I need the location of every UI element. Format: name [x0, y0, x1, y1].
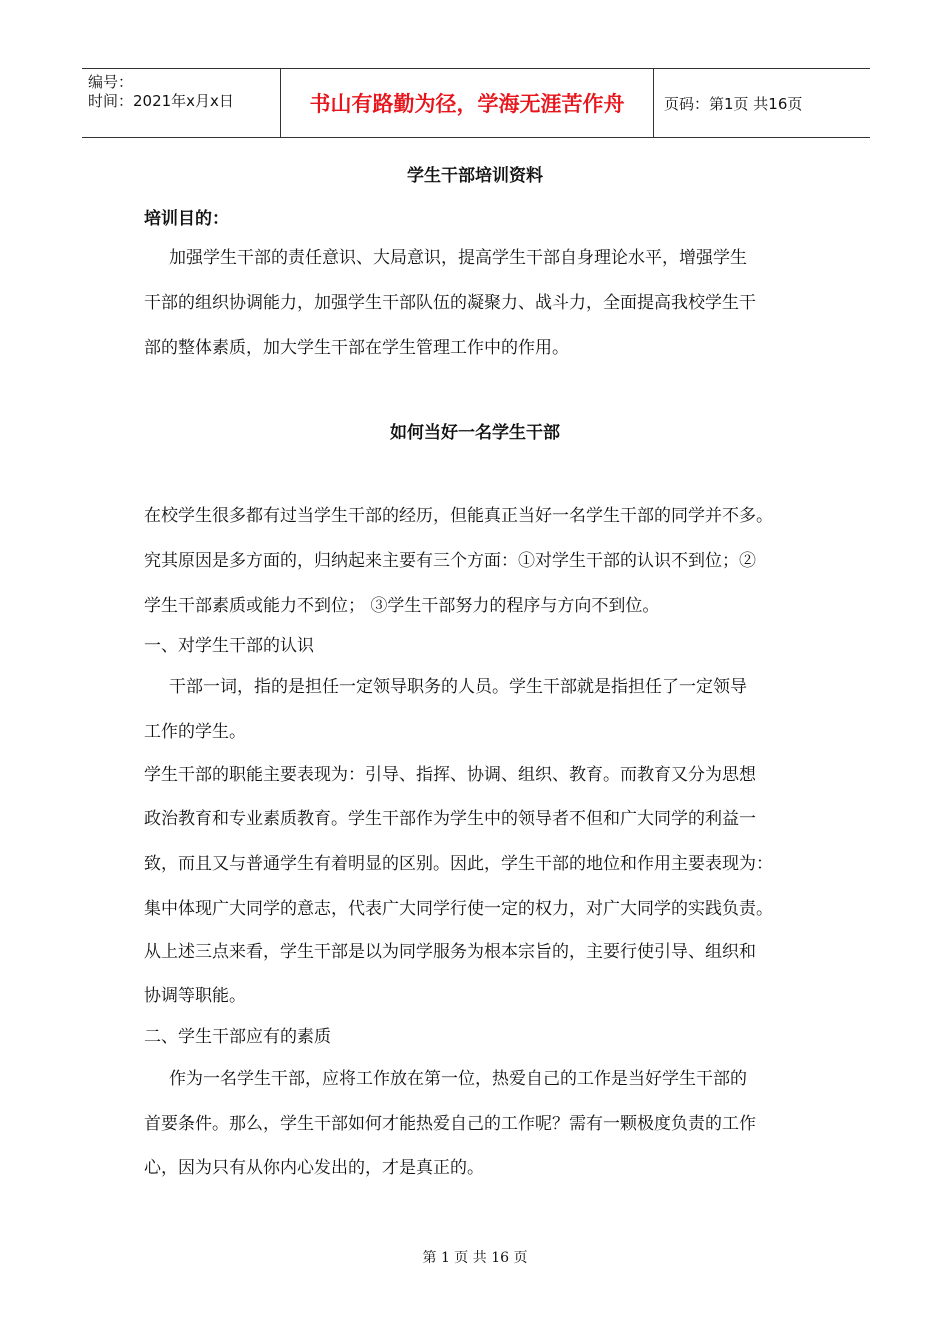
header-slogan: 书山有路勤为径，学海无涯苦作舟: [281, 69, 654, 137]
paragraph-line: 作为一名学生干部，应将工作放在第一位，热爱自己的工作是当好学生干部的: [169, 1069, 747, 1089]
section-heading-1: 一、对学生干部的认识: [144, 636, 314, 656]
paragraph-line: 协调等职能。: [144, 986, 246, 1006]
paragraph-line: 从上述三点来看，学生干部是以为同学服务为根本宗旨的，主要行使引导、组织和: [144, 942, 756, 962]
page-footer: 第 1 页 共 16 页: [422, 1250, 528, 1266]
paragraph-line: 干部一词，指的是担任一定领导职务的人员。学生干部就是指担任了一定领导: [169, 677, 747, 697]
intro-line: 学生干部素质或能力不到位； ③学生干部努力的程序与方向不到位。: [144, 596, 660, 616]
paragraph-line: 集中体现广大同学的意志，代表广大同学行使一定的权力，对广大同学的实践负责。: [144, 899, 773, 919]
purpose-line: 干部的组织协调能力，加强学生干部队伍的凝聚力、战斗力，全面提高我校学生干: [144, 293, 756, 313]
intro-line: 在校学生很多都有过当学生干部的经历，但能真正当好一名学生干部的同学并不多。: [144, 506, 773, 526]
purpose-line: 加强学生干部的责任意识、大局意识，提高学生干部自身理论水平，增强学生: [169, 248, 747, 268]
section-title: 如何当好一名学生干部: [390, 423, 560, 443]
number-label: 编号：: [88, 73, 134, 91]
document-header: [82, 68, 870, 138]
paragraph-line: 政治教育和专业素质教育。学生干部作为学生中的领导者不但和广大同学的利益一: [144, 809, 756, 829]
paragraph-line: 心，因为只有从你内心发出的，才是真正的。: [144, 1158, 484, 1178]
section-heading-2: 二、学生干部应有的素质: [144, 1027, 331, 1047]
header-page-info: 页码：第1页 共16页: [664, 94, 803, 113]
paragraph-line: 首要条件。那么，学生干部如何才能热爱自己的工作呢？需有一颗极度负责的工作: [144, 1114, 756, 1134]
document-title: 学生干部培训资料: [407, 166, 543, 186]
paragraph-line: 学生干部的职能主要表现为：引导、指挥、协调、组织、教育。而教育又分为思想: [144, 765, 756, 785]
time-label: 时间：2021年x月x日: [88, 92, 234, 110]
paragraph-line: 致，而且又与普通学生有着明显的区别。因此，学生干部的地位和作用主要表现为：: [144, 854, 773, 874]
purpose-heading: 培训目的：: [144, 209, 229, 229]
intro-line: 究其原因是多方面的，归纳起来主要有三个方面：①对学生干部的认识不到位；②: [144, 551, 756, 571]
purpose-line: 部的整体素质，加大学生干部在学生管理工作中的作用。: [144, 338, 569, 358]
paragraph-line: 工作的学生。: [144, 722, 246, 742]
header-meta-cell: [82, 69, 281, 137]
